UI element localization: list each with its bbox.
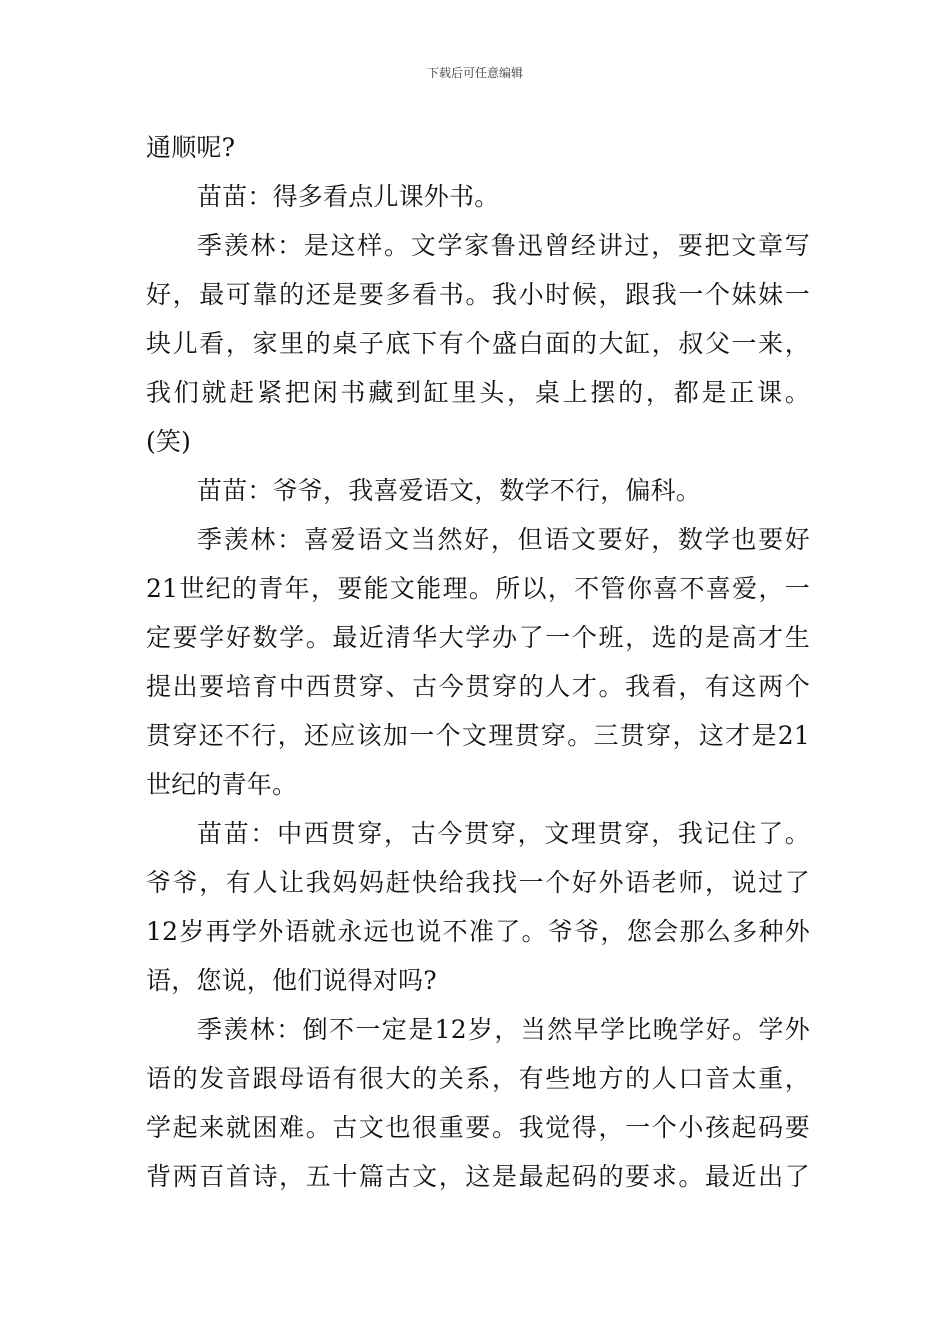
text-line: 学起来就困难。古文也很重要。我觉得，一个小孩起码要 [146, 1113, 810, 1142]
text-line: 块儿看，家里的桌子底下有个盛白面的大缸，叔父一来， [146, 329, 810, 358]
document-body [146, 128, 810, 1206]
text-line: 12岁再学外语就永远也说不准了。爷爷，您会那么多种外 [146, 917, 810, 946]
text-line: 世纪的青年。 [146, 770, 298, 799]
text-line: 定要学好数学。最近清华大学办了一个班，选的是高才生 [146, 623, 810, 652]
text-line: 背两百首诗，五十篇古文，这是最起码的要求。最近出了 [146, 1162, 810, 1191]
text-line: 爷爷，有人让我妈妈赶快给我找一个好外语老师，说过了 [146, 868, 810, 897]
text-line: 贯穿还不行，还应该加一个文理贯穿。三贯穿，这才是21 [146, 721, 810, 750]
text-line: 苗苗：得多看点儿课外书。 [197, 182, 500, 211]
text-line: 苗苗：爷爷，我喜爱语文，数学不行，偏科。 [197, 476, 702, 505]
text-line: 季羡林：倒不一定是12岁，当然早学比晚学好。学外 [197, 1015, 810, 1044]
header-note: 下载后可任意编辑 [426, 66, 523, 80]
text-line: 季羡林：喜爱语文当然好，但语文要好，数学也要好 [197, 525, 810, 554]
text-line: 提出要培育中西贯穿、古今贯穿的人才。我看，有这两个 [146, 672, 810, 701]
text-line: 通顺呢? [146, 133, 236, 162]
text-line: 语，您说，他们说得对吗? [146, 966, 437, 995]
text-line: 苗苗：中西贯穿，古今贯穿，文理贯穿，我记住了。 [197, 819, 810, 848]
text-line: 我们就赶紧把闲书藏到缸里头，桌上摆的，都是正课。 [146, 378, 810, 407]
text-line: 好，最可靠的还是要多看书。我小时候，跟我一个妹妹一 [146, 280, 810, 309]
text-line: 语的发音跟母语有很大的关系，有些地方的人口音太重， [146, 1064, 810, 1093]
text-line: 21世纪的青年，要能文能理。所以，不管你喜不喜爱，一 [146, 574, 810, 603]
text-line: 季羡林：是这样。文学家鲁迅曾经讲过，要把文章写 [197, 231, 810, 260]
text-line: (笑) [146, 427, 192, 456]
